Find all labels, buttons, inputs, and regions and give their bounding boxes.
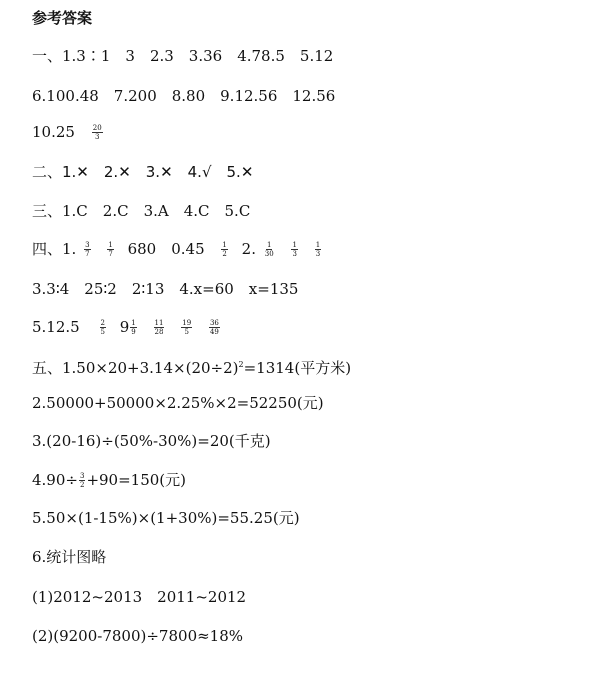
fraction — [107, 241, 113, 258]
superscript: 2 — [238, 360, 244, 369]
fraction — [130, 319, 136, 336]
fraction-numerator: 1 — [131, 318, 136, 327]
fraction-numerator: 2 — [100, 318, 105, 327]
answer-line-16: (2)(9200-7800)÷7800≈18% — [32, 627, 244, 645]
fraction-numerator: 19 — [182, 318, 192, 327]
fraction-denominator: 3 — [292, 249, 297, 258]
fraction-denominator: 7 — [108, 249, 113, 258]
answer-line-4: 二、1.✕ 2.✕ 3.✕ 4.√ 5.✕ — [32, 163, 254, 181]
fraction-denominator: 9 — [131, 327, 136, 336]
fraction-denominator: 2 — [222, 249, 227, 258]
fraction — [291, 241, 297, 258]
fraction-denominator: 5 — [100, 327, 105, 336]
mixed-number-whole: 9 — [119, 318, 130, 336]
answer-text: 680 0.45 — [127, 240, 205, 258]
fraction-numerator: 3 — [85, 240, 90, 249]
fraction — [181, 319, 192, 336]
answer-line-13: 5.50×(1-15%)×(1+30%)=55.25(元) — [32, 509, 300, 527]
fraction-denominator: 5 — [184, 327, 189, 336]
answer-line-8 — [32, 316, 229, 337]
answer-text: 10.25 — [32, 123, 75, 141]
fraction-denominator: 28 — [154, 327, 164, 336]
answer-line-10: 2.50000+50000×2.25%×2=52250(元) — [32, 394, 324, 412]
answer-line-11: 3.(20-16)÷(50%-30%)=20(千克) — [32, 432, 271, 450]
fraction-denominator: 3 — [94, 132, 100, 141]
fraction-denominator: 49 — [209, 327, 219, 336]
fraction-numerator: 1 — [315, 240, 321, 249]
answer-line-14: 6.统计图略 — [32, 548, 107, 566]
answer-text: 2. — [241, 240, 256, 258]
fraction-numerator: 1 — [266, 240, 272, 249]
answer-text: 4.90÷ — [32, 471, 78, 489]
fraction-numerator: 1 — [292, 240, 297, 249]
fraction-denominator: 3 — [315, 249, 321, 258]
fraction-denominator: 30 — [264, 249, 274, 258]
mixed-number — [120, 317, 146, 337]
fraction — [100, 319, 106, 336]
answer-line-5: 三、1.C 2.C 3.A 4.C 5.C — [32, 202, 251, 220]
answer-text: 四、1. — [32, 240, 77, 258]
answer-line-1: 一、1.3∶1 3 2.3 3.36 4.78.5 5.12 — [32, 47, 334, 65]
fraction-numerator: 36 — [209, 318, 219, 327]
fraction — [79, 472, 85, 489]
answer-line-15: (1)2012~2013 2011~2012 — [32, 588, 247, 606]
fraction — [264, 241, 275, 258]
answer-line-2: 6.100.48 7.200 8.80 9.12.56 12.56 — [32, 87, 336, 105]
fraction — [84, 241, 90, 258]
fraction-denominator: 2 — [79, 480, 85, 489]
fraction-numerator: 3 — [79, 471, 85, 480]
fraction-numerator: 11 — [154, 318, 164, 327]
fraction-numerator: 1 — [222, 240, 227, 249]
answer-text: 5.12.5 — [32, 318, 80, 336]
answer-line-6 — [32, 238, 330, 259]
fraction — [209, 319, 220, 336]
answer-line-3 — [32, 121, 112, 142]
answer-text: +90=150(元) — [86, 471, 186, 489]
fraction — [154, 319, 165, 336]
fraction-numerator: 1 — [108, 240, 113, 249]
fraction-numerator: 20 — [92, 123, 102, 132]
fraction-denominator: 7 — [85, 249, 90, 258]
fraction — [221, 241, 227, 258]
answer-text: =1314(平方米) — [243, 359, 352, 377]
answer-line-12 — [32, 469, 186, 490]
answer-line-9 — [32, 355, 351, 378]
fraction — [92, 124, 103, 141]
fraction — [315, 241, 321, 258]
answer-text: 五、1.50×20+3.14×(20÷2) — [32, 359, 239, 377]
answer-line-7: 3.3∶4 25∶2 2∶13 4.x=60 x=135 — [32, 280, 299, 298]
page-title: 参考答案 — [32, 9, 93, 27]
